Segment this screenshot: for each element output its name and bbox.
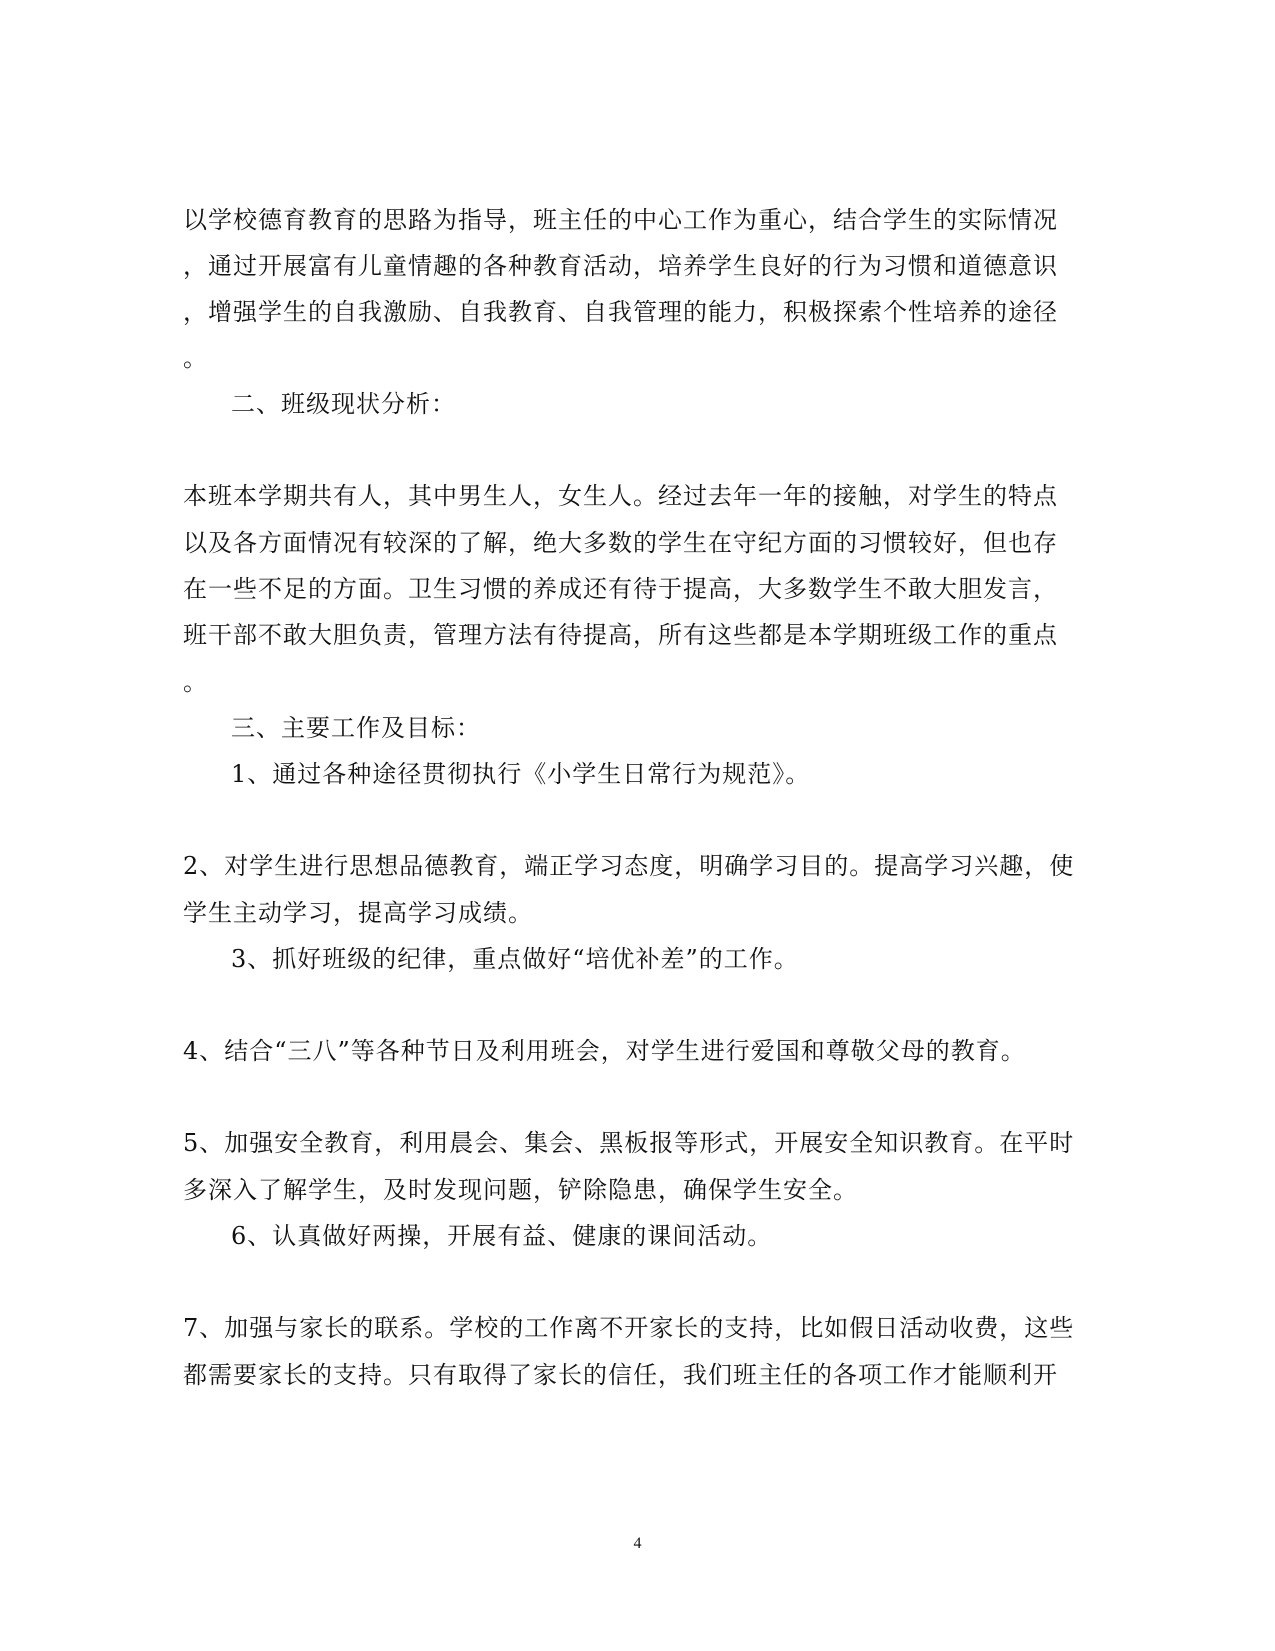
paragraph-line: 。 — [183, 344, 208, 372]
paragraph-line: 本班本学期共有人，其中男生人，女生人。经过去年一年的接触，对学生的特点 — [183, 482, 1058, 510]
list-item: 1、通过各种途径贯彻执行《小学生日常行为规范》。 — [231, 760, 811, 788]
paragraph-line: 班干部不敢大胆负责，管理方法有待提高，所有这些都是本学期班级工作的重点 — [183, 621, 1058, 649]
section-heading: 三、主要工作及目标： — [231, 714, 481, 742]
list-item: 5、加强安全教育，利用晨会、集会、黑板报等形式，开展安全知识教育。在平时 — [183, 1129, 1075, 1157]
section-heading: 二、班级现状分析： — [231, 390, 456, 418]
paragraph-line: 以学校德育教育的思路为指导，班主任的中心工作为重心，结合学生的实际情况 — [183, 206, 1058, 234]
paragraph-line: 在一些不足的方面。卫生习惯的养成还有待于提高，大多数学生不敢大胆发言， — [183, 575, 1058, 603]
list-item: 6、认真做好两操，开展有益、健康的课间活动。 — [231, 1222, 773, 1250]
paragraph-line: ，通过开展富有儿童情趣的各种教育活动，培养学生良好的行为习惯和道德意识 — [183, 252, 1058, 280]
paragraph-line: 学生主动学习，提高学习成绩。 — [183, 899, 533, 927]
paragraph-line: 。 — [183, 668, 208, 696]
page-number: 4 — [633, 1535, 642, 1552]
list-item: 4、结合“三八”等各种节日及利用班会，对学生进行爱国和尊敬父母的教育。 — [183, 1037, 1026, 1065]
paragraph-line: ，增强学生的自我激励、自我教育、自我管理的能力，积极探索个性培养的途径 — [183, 298, 1058, 326]
paragraph-line: 以及各方面情况有较深的了解，绝大多数的学生在守纪方面的习惯较好，但也存 — [183, 529, 1058, 557]
list-item: 7、加强与家长的联系。学校的工作离不开家长的支持，比如假日活动收费，这些 — [183, 1314, 1075, 1342]
list-item: 2、对学生进行思想品德教育，端正学习态度，明确学习目的。提高学习兴趣，使 — [183, 852, 1075, 880]
list-item: 3、抓好班级的纪律，重点做好“培优补差”的工作。 — [231, 945, 799, 973]
paragraph-line: 多深入了解学生，及时发现问题，铲除隐患，确保学生安全。 — [183, 1176, 858, 1204]
paragraph-line: 都需要家长的支持。只有取得了家长的信任，我们班主任的各项工作才能顺利开 — [183, 1361, 1058, 1389]
